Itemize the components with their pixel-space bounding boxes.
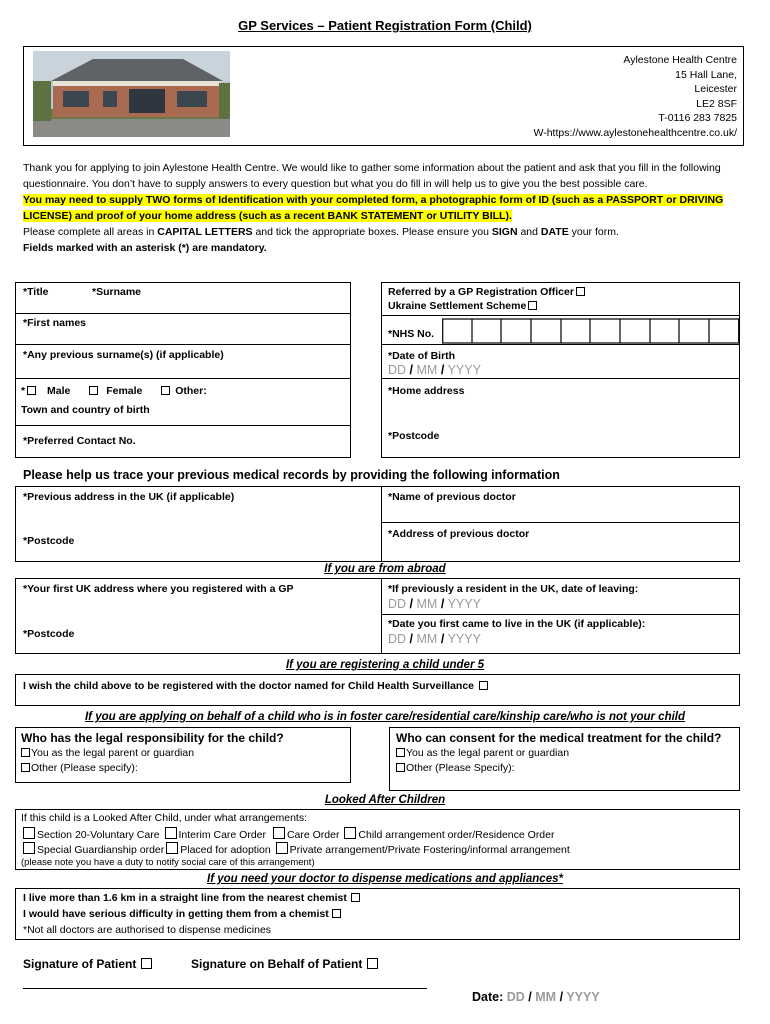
practice-address-line: 15 Hall Lane, bbox=[675, 68, 737, 81]
preferred-contact-label[interactable]: *Preferred Contact No. bbox=[23, 435, 136, 447]
consent-other-checkbox[interactable] bbox=[396, 763, 405, 772]
practice-website[interactable]: W-https://www.aylestonehealthcentre.co.uk/ bbox=[533, 126, 737, 139]
records-heading: Please help us trace your previous medical records by providing the following information bbox=[23, 468, 560, 482]
interim-care-order-checkbox[interactable] bbox=[165, 827, 177, 839]
nhs-number-label: *NHS No. bbox=[388, 328, 435, 340]
signature-of-patient: Signature of Patient bbox=[23, 957, 154, 971]
previous-doctor-address-label[interactable]: *Address of previous doctor bbox=[388, 528, 530, 540]
referred-by-registration-officer: Referred by a GP Registration Officer bbox=[388, 286, 587, 298]
date-of-birth-input[interactable]: DD / MM / YYYY bbox=[388, 363, 481, 377]
intro-paragraph: Thank you for applying to join Aylestone Health Centre. We would like to gather some information about the patient and ask that you fill in the following questionnaire. You don’t have to supply answers to every question but what you do fill in will help us to give you the best possible care. bbox=[23, 162, 721, 190]
date-came-to-uk-label: *Date you first came to live in the UK (if applicable): bbox=[388, 618, 646, 630]
signature-patient-checkbox[interactable] bbox=[141, 958, 152, 969]
legal-option-other: Other (Please specify): bbox=[21, 762, 138, 774]
intro-text bbox=[23, 160, 749, 256]
practice-building-photo bbox=[33, 51, 230, 137]
consent-option-parent: You as the legal parent or guardian bbox=[396, 747, 569, 759]
town-country-birth-label[interactable]: Town and country of birth bbox=[21, 404, 150, 416]
legal-parent-checkbox[interactable] bbox=[21, 748, 30, 757]
lac-row1: Section 20-Voluntary Care Interim Care Order Care Order Child arrangement order/Residence Order bbox=[21, 827, 555, 841]
other-gender-checkbox[interactable] bbox=[161, 386, 170, 395]
signature-on-behalf: Signature on Behalf of Patient bbox=[191, 957, 380, 971]
date-of-leaving-label: *If previously a resident in the UK, date of leaving: bbox=[388, 583, 639, 595]
page-title: GP Services – Patient Registration Form (Child) bbox=[238, 18, 532, 33]
referred-checkbox[interactable] bbox=[576, 287, 585, 296]
surname-field-label[interactable]: *Surname bbox=[92, 286, 142, 298]
first-uk-address-label[interactable]: *Your first UK address where you registered with a GP bbox=[23, 583, 294, 595]
title-field-label[interactable]: *Title bbox=[23, 286, 49, 298]
instructions: Please complete all areas in CAPITAL LETTERS and tick the appropriate boxes. Please ensure you SIGN and DATE your form. bbox=[23, 226, 619, 238]
date-of-leaving-input[interactable]: DD / MM / YYYY bbox=[388, 597, 481, 611]
signature-date-input[interactable]: DD / MM / YYYY bbox=[506, 990, 600, 1004]
previous-postcode-label[interactable]: *Postcode bbox=[23, 535, 75, 547]
male-checkbox[interactable] bbox=[27, 386, 36, 395]
abroad-postcode-label[interactable]: *Postcode bbox=[23, 628, 75, 640]
lac-heading: Looked After Children bbox=[324, 794, 446, 806]
dispense-difficulty: I would have serious difficulty in getting them from a chemist bbox=[23, 908, 343, 920]
lac-row2: Special Guardianship order Placed for adoption Private arrangement/Private Fostering/informal arrangement bbox=[21, 842, 570, 856]
ukraine-settlement-scheme: Ukraine Settlement Scheme bbox=[388, 300, 539, 312]
signature-date: Date: DD / MM / YYYY bbox=[472, 990, 600, 1004]
lac-intro: If this child is a Looked After Child, under what arrangements: bbox=[21, 812, 307, 824]
section20-checkbox[interactable] bbox=[23, 827, 35, 839]
placed-for-adoption-checkbox[interactable] bbox=[166, 842, 178, 854]
ukraine-checkbox[interactable] bbox=[528, 301, 537, 310]
consent-option-other: Other (Please Specify): bbox=[396, 762, 515, 774]
mandatory-note: Fields marked with an asterisk (*) are mandatory. bbox=[23, 242, 267, 254]
consent-title: Who can consent for the medical treatment for the child? bbox=[396, 731, 722, 745]
dispense-note: *Not all doctors are authorised to dispense medicines bbox=[23, 924, 272, 936]
under5-heading: If you are registering a child under 5 bbox=[285, 659, 485, 671]
id-requirement-note: You may need to supply TWO forms of Identification with your completed form, a photographic form of ID (such as a PASSPORT or DRIVING LICENSE) and proof of your home address (such as a recent BANK STATEMENT or UTILITY BILL). bbox=[23, 194, 724, 222]
child-health-surveillance-checkbox[interactable] bbox=[479, 681, 488, 690]
practice-address bbox=[534, 53, 738, 140]
dispense-distance-checkbox[interactable] bbox=[351, 893, 360, 902]
dispense-heading: If you need your doctor to dispense medications and appliances* bbox=[207, 873, 563, 885]
practice-name: Aylestone Health Centre bbox=[623, 54, 737, 66]
female-checkbox[interactable] bbox=[89, 386, 98, 395]
nhs-number-boxes[interactable] bbox=[442, 318, 740, 344]
legal-responsibility-title: Who has the legal responsibility for the child? bbox=[21, 731, 284, 745]
legal-other-checkbox[interactable] bbox=[21, 763, 30, 772]
care-order-checkbox[interactable] bbox=[273, 827, 285, 839]
previous-doctor-label[interactable]: *Name of previous doctor bbox=[388, 491, 516, 503]
private-arrangement-checkbox[interactable] bbox=[276, 842, 288, 854]
practice-postcode: LE2 8SF bbox=[696, 97, 737, 110]
child-arrangement-order-checkbox[interactable] bbox=[344, 827, 356, 839]
previous-surnames-field-label[interactable]: *Any previous surname(s) (if applicable) bbox=[23, 349, 224, 361]
dispense-distance: I live more than 1.6 km in a straight line from the nearest chemist bbox=[23, 892, 362, 904]
patient-details-left bbox=[15, 282, 351, 458]
date-of-birth-label: *Date of Birth bbox=[388, 350, 456, 362]
home-address-label[interactable]: *Home address bbox=[388, 385, 465, 397]
gender-row: * Male Female Other: bbox=[21, 385, 207, 397]
abroad-heading: If you are from abroad bbox=[324, 563, 446, 575]
foster-heading: If you are applying on behalf of a child who is in foster care/residential care/kinship care/who is not your child bbox=[84, 711, 686, 723]
lac-note: (please note you have a duty to notify social care of this arrangement) bbox=[21, 857, 315, 868]
home-postcode-label[interactable]: *Postcode bbox=[388, 430, 440, 442]
consent-parent-checkbox[interactable] bbox=[396, 748, 405, 757]
practice-city: Leicester bbox=[694, 83, 737, 95]
first-names-field-label[interactable]: *First names bbox=[23, 317, 87, 329]
child-health-surveillance: I wish the child above to be registered with the doctor named for Child Health Surveillance bbox=[23, 680, 490, 692]
legal-option-parent: You as the legal parent or guardian bbox=[21, 747, 194, 759]
date-came-to-uk-input[interactable]: DD / MM / YYYY bbox=[388, 632, 481, 646]
practice-phone: T-0116 283 7825 bbox=[658, 112, 737, 124]
signature-line[interactable] bbox=[23, 988, 427, 989]
signature-behalf-checkbox[interactable] bbox=[367, 958, 378, 969]
dispense-difficulty-checkbox[interactable] bbox=[332, 909, 341, 918]
special-guardianship-checkbox[interactable] bbox=[23, 842, 35, 854]
previous-address-label[interactable]: *Previous address in the UK (if applicable) bbox=[23, 491, 235, 503]
